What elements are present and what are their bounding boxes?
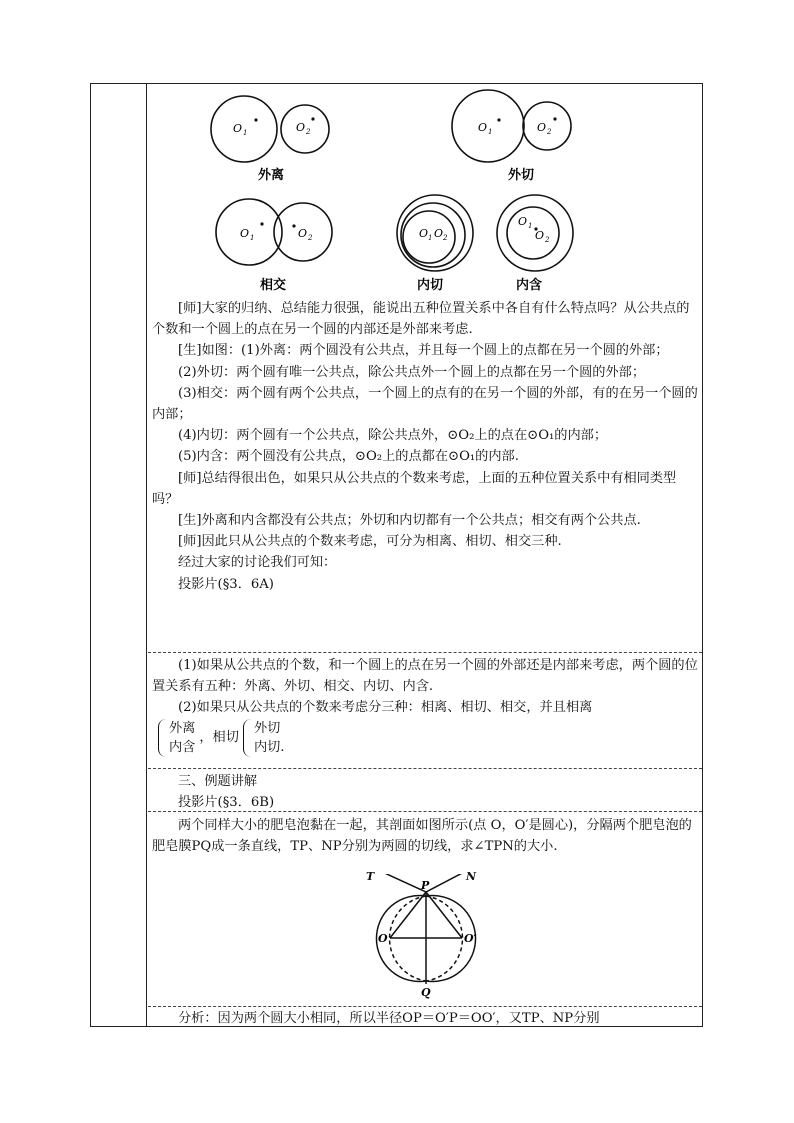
fig-o1-b: O [478, 121, 488, 134]
example-text: 两个同样大小的肥皂泡黏在一起，其剖面如图所示(点 O，O′是圆心)，分隔两个肥皂泡的肥皂膜PQ成一条直线，TP、NP分别为两圆的切线，求∠TPN的大小. [152, 818, 692, 855]
label-t: T [366, 870, 375, 883]
fig-sub2-a: 2 [306, 128, 311, 136]
paragraph-9: [师]因此只从公共点的个数来考虑，可分为相离、相切、相交三种. [178, 534, 562, 550]
left-column [91, 84, 147, 1026]
brace2-top: 外切 [253, 720, 281, 736]
table-frame [90, 83, 703, 1027]
tangent-np [426, 874, 468, 892]
paragraph-4: (3)相交：两个圆有两个公共点，一个圆上的点有的在另一个圆的外部，有的在另一个圆的内部； [152, 385, 698, 423]
fig-sub2-d: 2 [443, 234, 448, 242]
label-o-prime: O′ [464, 932, 477, 945]
label-intersecting: 相交 [260, 278, 287, 293]
content-column [148, 84, 702, 1026]
label-containing: 内含 [516, 278, 543, 293]
paragraph-8: [生]外离和内含都没有公共点；外切和内切都有一个公共点；相交有两个公共点. [178, 513, 641, 529]
fig-o2-b: O [537, 121, 547, 134]
left-brace-2 [243, 719, 252, 757]
soap-bubble-figure [358, 874, 508, 1004]
fig-o1-e: O [518, 215, 528, 228]
fig-sub1-e: 1 [528, 222, 533, 230]
fig-sub1-a: 1 [243, 129, 248, 137]
analysis-box [148, 1006, 702, 1028]
label-p: P [421, 879, 430, 892]
label-internal-tangent: 内切 [417, 278, 444, 293]
paragraph-11: 投影片(§3．6A) [178, 576, 274, 592]
circle-tangent-ext-2 [523, 102, 571, 150]
fig-sub1-b: 1 [488, 128, 493, 136]
brace2-bottom: 内切. [253, 739, 285, 755]
fig-sub1-c: 1 [250, 234, 255, 242]
label-q: Q [421, 986, 431, 999]
paragraph-3: (2)外切：两个圆有唯一公共点，除公共点外一个圆上的点都在另一个圆的外部； [178, 364, 646, 380]
section-3-slide: 投影片(§3．6B) [178, 795, 275, 811]
brace1-bottom: 内含 [169, 739, 196, 755]
tangent-tp [378, 874, 426, 892]
circle-positions-figure [148, 84, 704, 299]
fig-o2-d: O [434, 227, 444, 240]
brace1-top: 外离 [169, 720, 196, 736]
summary-2: (2)如果只从公共点的个数来考虑分三种：相离、相切、相交，并且相离 [178, 700, 593, 716]
brace-mid: ，相切 [199, 730, 239, 745]
fig-o1-c: O [240, 227, 250, 240]
fig-o1-a: O [233, 122, 243, 135]
label-o: O [378, 932, 388, 945]
summary-1: (1)如果从公共点的个数，和一个圆上的点在另一个圆的外部还是内部来考虑，两个圆的位置关系有五种：外离、外切、相交、内切、内含. [152, 658, 698, 695]
fig-sub2-b: 2 [547, 128, 552, 136]
example-box [148, 811, 702, 857]
left-brace-1 [158, 719, 167, 757]
fig-o1-d: O [419, 227, 429, 240]
paragraph-2: [生]如图：(1)外离：两个圆没有公共点，并且每一个圆上的点都在另一个圆的外部； [178, 343, 669, 359]
label-external-tangent: 外切 [508, 168, 535, 183]
line-op [390, 892, 426, 938]
label-external-separation: 外离 [258, 168, 285, 183]
section-3-title: 三、例题讲解 [178, 774, 258, 789]
fig-sub1-d: 1 [428, 234, 433, 242]
summary-box [148, 652, 702, 757]
brace-expression [148, 719, 702, 757]
paragraph-6: (5)内含：两个圆没有公共点，⊙O₂上的点都在⊙O₁的内部. [178, 449, 519, 465]
fig-sub2-c: 2 [308, 234, 313, 242]
dialogue-text [148, 298, 702, 595]
paragraph-5: (4)内切：两个圆有一个公共点，除公共点外，⊙O₂上的点在⊙O₁的内部； [178, 428, 608, 444]
paragraph-7: [师]总结得很出色，如果只从公共点的个数来考虑，上面的五种位置关系中有相同类型吗？ [152, 470, 677, 507]
fig-o2-e: O [535, 229, 545, 242]
circle-tangent-ext-1 [452, 90, 524, 162]
section-3 [148, 768, 702, 813]
line-o2p [426, 892, 462, 938]
analysis-text: 分析：因为两个圆大小相同，所以半径OP＝O′P＝OO′，又TP、NP分别 [178, 1011, 600, 1026]
circle-contain-2 [507, 207, 559, 259]
paragraph-10: 经过大家的讨论我们可知： [178, 555, 337, 571]
paragraph-1: [师]大家的归纳、总结能力很强，能说出五种位置关系中各自有什么特点吗？从公共点的个数和一个圆上的点在另一个圆的内部还是外部来考虑. [152, 301, 690, 338]
fig-o2-c: O [298, 227, 308, 240]
fig-o2-a: O [296, 121, 306, 134]
fig-sub2-e: 2 [545, 236, 550, 244]
label-n: N [466, 870, 477, 883]
